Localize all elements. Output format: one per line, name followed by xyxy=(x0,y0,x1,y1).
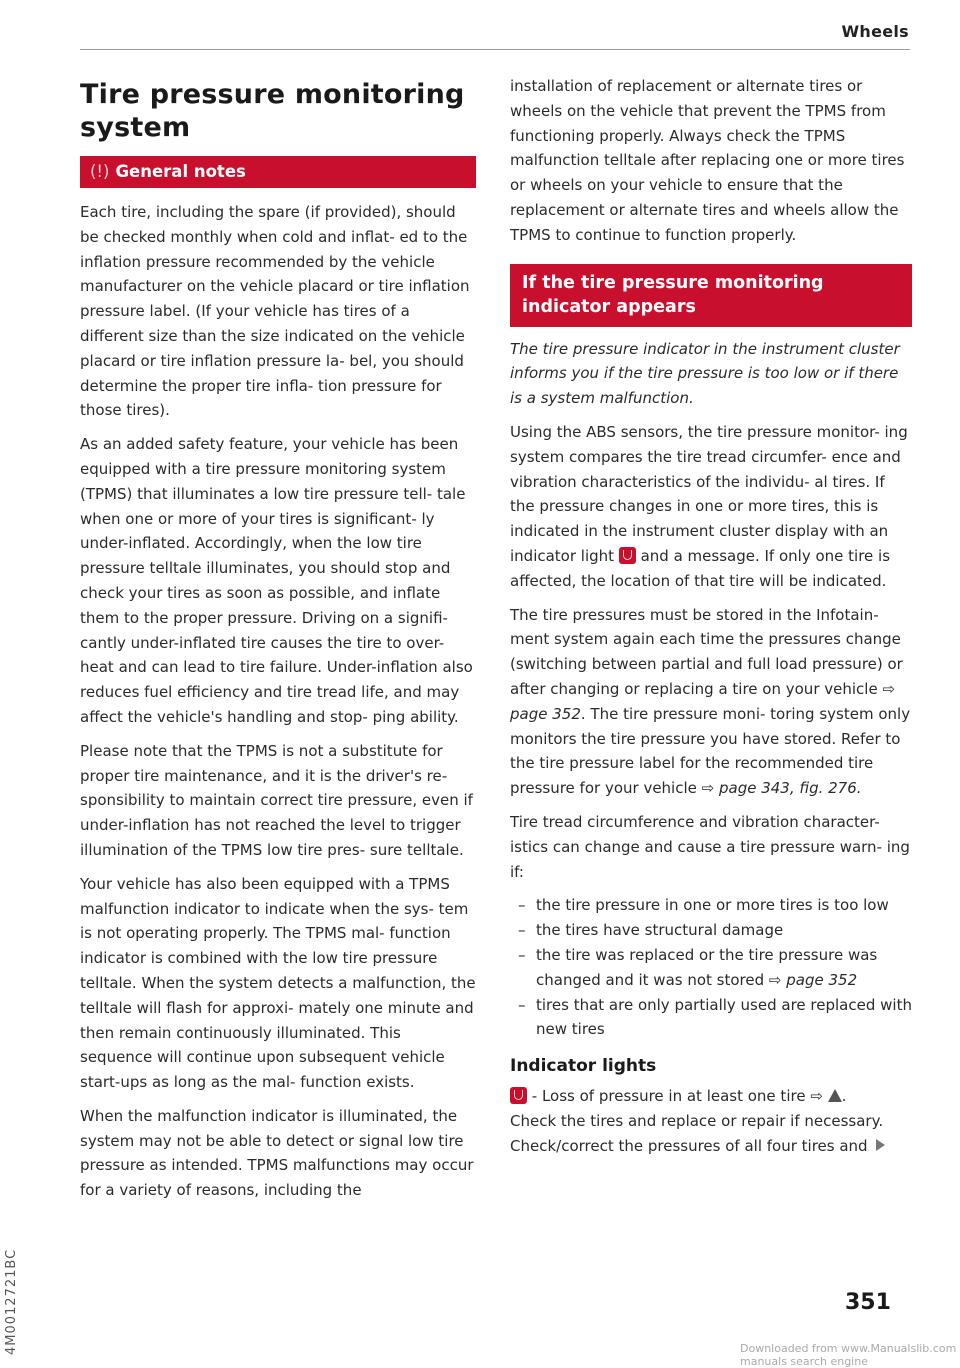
page-number: 351 xyxy=(845,1290,891,1315)
page-reference-link[interactable]: ⇨ page 352 xyxy=(510,679,896,723)
paragraph xyxy=(510,1084,912,1109)
text: the tire was replaced or the tire pressure was changed and it was not stored xyxy=(536,945,878,989)
paragraph: When the malfunction indicator is illuminated, the system may not be able to detect or signal low tire pressure as intended. TPMS malfunctions may occur for a variety of reasons, including the xyxy=(80,1106,474,1200)
continue-arrow-icon xyxy=(876,1139,885,1151)
text: The tire pressures must be stored in the Infotain- ment system again each time the pressures change (switching between partial and full load pressure) or after changing or replacing a tire on your vehicle xyxy=(510,605,903,698)
page-title: Tire pressure monitoring system xyxy=(80,79,465,143)
paragraph: Each tire, including the spare (if provided), should be checked monthly when cold and inflat- ed to the inflation pressure recommended by the vehicle manufacturer on the vehicle placard or tire inflation pressure label. (If your vehicle has tires of a different size than the size indicated on the vehicle placard or tire inflation pressure la- bel, you should determine the proper tire infla- tion pressure for those tires). xyxy=(80,203,470,420)
paragraph: Tire tread circumference and vibration character- istics can change and cause a tire pressure warn- ing if: xyxy=(510,812,910,881)
text: Using the ABS sensors, the tire pressure monitor- ing system compares the tire tread circumfer- ence and vibration characteristics of the individu- al tires. If the pressure changes in one or more tires, this is indicated in the instrument cluster display with an indicator light xyxy=(510,422,908,565)
indicator-lights-heading: Indicator lights xyxy=(510,1056,657,1077)
right-column xyxy=(510,74,912,1158)
list-item: – the tire pressure in one or more tires is too low xyxy=(510,893,912,918)
text: - Loss of pressure in at least one tire ⇨ xyxy=(531,1087,823,1106)
text: and a message. If only one tire is affected, the location of that tire will be indicated. xyxy=(510,546,891,590)
section-header: Wheels xyxy=(841,22,909,41)
text: . xyxy=(841,1087,847,1106)
list-item: – the tires have structural damage xyxy=(510,918,912,943)
intro-paragraph: The tire pressure indicator in the instrument cluster informs you if the tire pressure is too low or if there is a system malfunction. xyxy=(510,339,900,408)
warning-triangle-icon xyxy=(828,1089,842,1102)
general-notes-heading xyxy=(80,156,476,188)
document-code: 4M0012721BC xyxy=(4,1248,19,1355)
section-heading: If the tire pressure monitoring indicator appears xyxy=(510,264,912,327)
list-item xyxy=(510,943,912,993)
warning-tire-icon: (!) xyxy=(90,162,110,181)
page-reference-link[interactable]: ⇨ page 343, fig. 276. xyxy=(701,779,862,798)
left-column xyxy=(80,74,476,1203)
paragraph: As an added safety feature, your vehicle has been equipped with a tire pressure monitoring system (TPMS) that illuminates a low tire pressure tell- tale when one or more of your tires is significant- ly under-inflated. Accordingly, when the low tire pressure telltale illuminates, you should stop and check your tires as soon as possible, and inflate them to the proper pressure. Driving on a signifi- cantly under-inflated tire causes the tire to over- heat and can lead to tire failure. Under-inflation also reduces fuel efficiency and tire tread life, and may affect the vehicle's handling and stop- ping ability. xyxy=(80,435,473,726)
paragraph xyxy=(510,420,912,594)
paragraph: Please note that the TPMS is not a substitute for proper tire maintenance, and it is the driver's re- sponsibility to maintain correct tire pressure, even if under-inflation has not reached the level to trigger illumination of the TPMS low tire pres- sure telltale. xyxy=(80,741,473,859)
paragraph xyxy=(510,603,912,801)
page-reference-link[interactable]: ⇨ page 352 xyxy=(768,970,858,989)
header-rule xyxy=(80,49,910,50)
footer-watermark: Downloaded from www.Manualslib.com manuals search engine xyxy=(740,1342,957,1368)
text: Check the tires and replace or repair if necessary. Check/correct the pressures of all four tires and xyxy=(510,1111,884,1155)
tire-pressure-telltale-icon xyxy=(619,547,636,564)
general-notes-label: General notes xyxy=(115,162,246,181)
text: . The tire pressure moni- toring system only monitors the tire pressure you have stored. Refer to the tire pressure label for the recommended tire pressure for your vehicle xyxy=(510,704,911,798)
paragraph: Your vehicle has also been equipped with a TPMS malfunction indicator to indicate when the sys- tem is not operating properly. The TPMS mal- function indicator is combined with the low tire pressure telltale. When the system detects a malfunction, the telltale will flash for approxi- mately one minute and then remain continuously illuminated. This sequence will continue upon subsequent vehicle start-ups as long as the mal- function exists. xyxy=(80,874,476,1092)
paragraph xyxy=(510,1109,912,1159)
list-item: – tires that are only partially used are replaced with new tires xyxy=(510,993,912,1043)
condition-list xyxy=(510,893,912,1042)
tire-pressure-telltale-icon xyxy=(510,1087,527,1104)
paragraph: installation of replacement or alternate tires or wheels on the vehicle that prevent the TPMS from functioning properly. Always check the TPMS malfunction telltale after replacing one or more tires or wheels on your vehicle to ensure that the replacement or alternate tires and wheels allow the TPMS to continue to function properly. xyxy=(510,77,905,244)
